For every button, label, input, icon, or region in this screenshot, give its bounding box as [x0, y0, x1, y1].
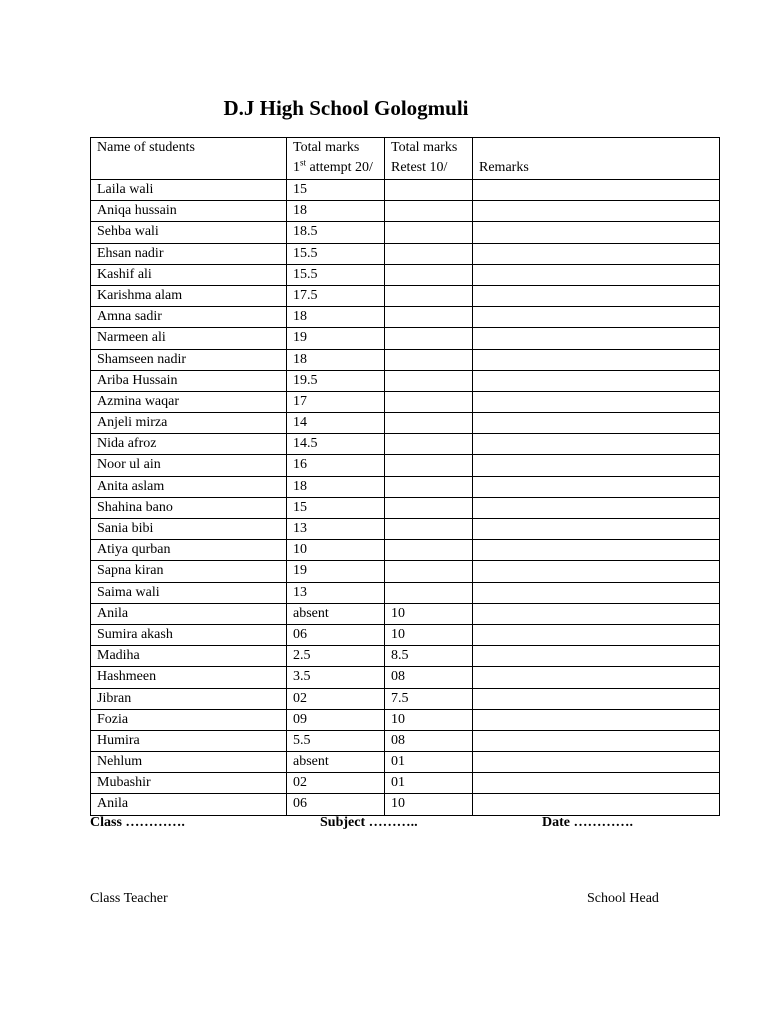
retest-cell — [385, 582, 473, 603]
student-name-cell: Karishma alam — [91, 285, 287, 306]
student-name-cell: Ariba Hussain — [91, 370, 287, 391]
student-name-cell: Sania bibi — [91, 519, 287, 540]
student-name-cell: Azmina waqar — [91, 391, 287, 412]
table-row — [91, 285, 720, 306]
remarks-cell — [473, 730, 720, 751]
header-first-line2-prefix: 1 — [293, 160, 300, 175]
student-name-cell: Sumira akash — [91, 624, 287, 645]
remarks-cell — [473, 434, 720, 455]
first-attempt-cell: 15 — [287, 180, 385, 201]
remarks-cell — [473, 773, 720, 794]
student-name-cell: Shahina bano — [91, 497, 287, 518]
document-title: D.J High School Gologmuli — [223, 96, 469, 120]
retest-cell — [385, 349, 473, 370]
table-row — [91, 370, 720, 391]
student-name-cell: Shamseen nadir — [91, 349, 287, 370]
retest-cell: 8.5 — [385, 646, 473, 667]
student-name-cell: Narmeen ali — [91, 328, 287, 349]
retest-cell — [385, 285, 473, 306]
table-row — [91, 688, 720, 709]
student-name-cell: Nehlum — [91, 752, 287, 773]
student-name-cell: Anila — [91, 603, 287, 624]
class-field: Class …………. — [90, 815, 185, 830]
table-row — [91, 180, 720, 201]
remarks-cell — [473, 646, 720, 667]
remarks-cell — [473, 307, 720, 328]
remarks-cell — [473, 794, 720, 815]
first-attempt-cell: 13 — [287, 519, 385, 540]
student-name-cell: Ehsan nadir — [91, 243, 287, 264]
table-row — [91, 752, 720, 773]
remarks-cell — [473, 624, 720, 645]
retest-cell: 01 — [385, 752, 473, 773]
remarks-cell — [473, 476, 720, 497]
remarks-cell — [473, 180, 720, 201]
retest-cell — [385, 434, 473, 455]
table-row — [91, 391, 720, 412]
retest-cell — [385, 540, 473, 561]
remarks-cell — [473, 201, 720, 222]
first-attempt-cell: 02 — [287, 773, 385, 794]
remarks-cell — [473, 582, 720, 603]
first-attempt-cell: 5.5 — [287, 730, 385, 751]
student-name-cell: Anila — [91, 794, 287, 815]
first-attempt-cell: 17 — [287, 391, 385, 412]
retest-cell: 08 — [385, 667, 473, 688]
table-row — [91, 455, 720, 476]
student-name-cell: Kashif ali — [91, 264, 287, 285]
remarks-cell — [473, 603, 720, 624]
first-attempt-cell: 18 — [287, 476, 385, 497]
header-remarks-label: Remarks — [479, 160, 529, 175]
retest-cell: 01 — [385, 773, 473, 794]
first-attempt-cell: 16 — [287, 455, 385, 476]
first-attempt-cell: 15 — [287, 497, 385, 518]
header-retest — [385, 138, 473, 180]
first-attempt-cell: 15.5 — [287, 243, 385, 264]
table-row — [91, 349, 720, 370]
first-attempt-cell: 14 — [287, 413, 385, 434]
first-attempt-cell: 06 — [287, 624, 385, 645]
remarks-cell — [473, 519, 720, 540]
table-header-row — [91, 138, 720, 180]
remarks-cell — [473, 561, 720, 582]
remarks-cell — [473, 752, 720, 773]
retest-cell — [385, 497, 473, 518]
table-row — [91, 646, 720, 667]
first-attempt-cell: 17.5 — [287, 285, 385, 306]
remarks-cell — [473, 370, 720, 391]
table-row — [91, 709, 720, 730]
table-row — [91, 243, 720, 264]
table-row — [91, 794, 720, 815]
table-row — [91, 667, 720, 688]
first-attempt-cell: 19 — [287, 561, 385, 582]
table-row — [91, 730, 720, 751]
student-name-cell: Amna sadir — [91, 307, 287, 328]
student-name-cell: Fozia — [91, 709, 287, 730]
school-head-signature-label: School Head — [587, 891, 659, 906]
table-row — [91, 413, 720, 434]
subject-field: Subject ……….. — [320, 815, 418, 830]
table-row — [91, 603, 720, 624]
remarks-cell — [473, 349, 720, 370]
header-retest-line2: Retest 10/ — [391, 160, 448, 175]
first-attempt-cell: 02 — [287, 688, 385, 709]
remarks-cell — [473, 222, 720, 243]
remarks-cell — [473, 455, 720, 476]
student-name-cell: Sapna kiran — [91, 561, 287, 582]
retest-cell: 10 — [385, 624, 473, 645]
first-attempt-cell: absent — [287, 603, 385, 624]
table-row — [91, 328, 720, 349]
first-attempt-cell: 18 — [287, 349, 385, 370]
remarks-cell — [473, 688, 720, 709]
student-name-cell: Noor ul ain — [91, 455, 287, 476]
header-first-line2 — [293, 158, 378, 178]
table-row — [91, 497, 720, 518]
student-name-cell: Anjeli mirza — [91, 413, 287, 434]
class-teacher-signature-label: Class Teacher — [90, 891, 168, 906]
first-attempt-cell: 13 — [287, 582, 385, 603]
retest-cell — [385, 264, 473, 285]
first-attempt-cell: 19 — [287, 328, 385, 349]
first-attempt-cell: 3.5 — [287, 667, 385, 688]
table-row — [91, 264, 720, 285]
student-name-cell: Saima wali — [91, 582, 287, 603]
student-name-cell: Madiha — [91, 646, 287, 667]
remarks-cell — [473, 243, 720, 264]
remarks-cell — [473, 413, 720, 434]
first-attempt-cell: 15.5 — [287, 264, 385, 285]
retest-cell — [385, 201, 473, 222]
student-name-cell: Hashmeen — [91, 667, 287, 688]
header-name-label: Name of students — [97, 140, 195, 155]
retest-cell — [385, 413, 473, 434]
first-attempt-cell: absent — [287, 752, 385, 773]
retest-cell — [385, 328, 473, 349]
retest-cell — [385, 391, 473, 412]
student-name-cell: Laila wali — [91, 180, 287, 201]
remarks-cell — [473, 667, 720, 688]
retest-cell — [385, 519, 473, 540]
remarks-cell — [473, 285, 720, 306]
table-row — [91, 476, 720, 497]
remarks-cell — [473, 497, 720, 518]
table-row — [91, 519, 720, 540]
student-name-cell: Humira — [91, 730, 287, 751]
header-first-line1: Total marks — [293, 140, 360, 155]
student-name-cell: Anita aslam — [91, 476, 287, 497]
student-name-cell: Jibran — [91, 688, 287, 709]
table-row — [91, 561, 720, 582]
remarks-cell — [473, 328, 720, 349]
table-row — [91, 434, 720, 455]
header-remarks — [473, 138, 720, 180]
first-attempt-cell: 18 — [287, 201, 385, 222]
table-row — [91, 201, 720, 222]
table-row — [91, 624, 720, 645]
retest-cell — [385, 307, 473, 328]
first-attempt-cell: 18 — [287, 307, 385, 328]
student-name-cell: Sehba wali — [91, 222, 287, 243]
header-retest-line1: Total marks — [391, 140, 458, 155]
retest-cell — [385, 476, 473, 497]
table-row — [91, 307, 720, 328]
remarks-cell — [473, 391, 720, 412]
retest-cell — [385, 370, 473, 391]
first-attempt-cell: 18.5 — [287, 222, 385, 243]
header-first-superscript: st — [300, 157, 307, 168]
remarks-cell — [473, 264, 720, 285]
retest-cell: 7.5 — [385, 688, 473, 709]
table-row — [91, 222, 720, 243]
retest-cell — [385, 243, 473, 264]
date-field: Date …………. — [542, 815, 633, 830]
student-name-cell: Mubashir — [91, 773, 287, 794]
retest-cell: 10 — [385, 603, 473, 624]
retest-cell: 10 — [385, 709, 473, 730]
marks-table — [90, 137, 720, 816]
table-row — [91, 540, 720, 561]
student-name-cell: Aniqa hussain — [91, 201, 287, 222]
student-name-cell: Atiya qurban — [91, 540, 287, 561]
retest-cell: 08 — [385, 730, 473, 751]
student-name-cell: Nida afroz — [91, 434, 287, 455]
header-first-line2-suffix: attempt 20/ — [306, 160, 373, 175]
retest-cell: 10 — [385, 794, 473, 815]
table-row — [91, 582, 720, 603]
remarks-cell — [473, 709, 720, 730]
first-attempt-cell: 14.5 — [287, 434, 385, 455]
header-name-of-students — [91, 138, 287, 180]
first-attempt-cell: 06 — [287, 794, 385, 815]
retest-cell — [385, 180, 473, 201]
retest-cell — [385, 561, 473, 582]
first-attempt-cell: 09 — [287, 709, 385, 730]
table-row — [91, 773, 720, 794]
first-attempt-cell: 2.5 — [287, 646, 385, 667]
header-first-attempt — [287, 138, 385, 180]
retest-cell — [385, 222, 473, 243]
first-attempt-cell: 10 — [287, 540, 385, 561]
remarks-cell — [473, 540, 720, 561]
marks-table-body — [91, 180, 720, 816]
first-attempt-cell: 19.5 — [287, 370, 385, 391]
retest-cell — [385, 455, 473, 476]
